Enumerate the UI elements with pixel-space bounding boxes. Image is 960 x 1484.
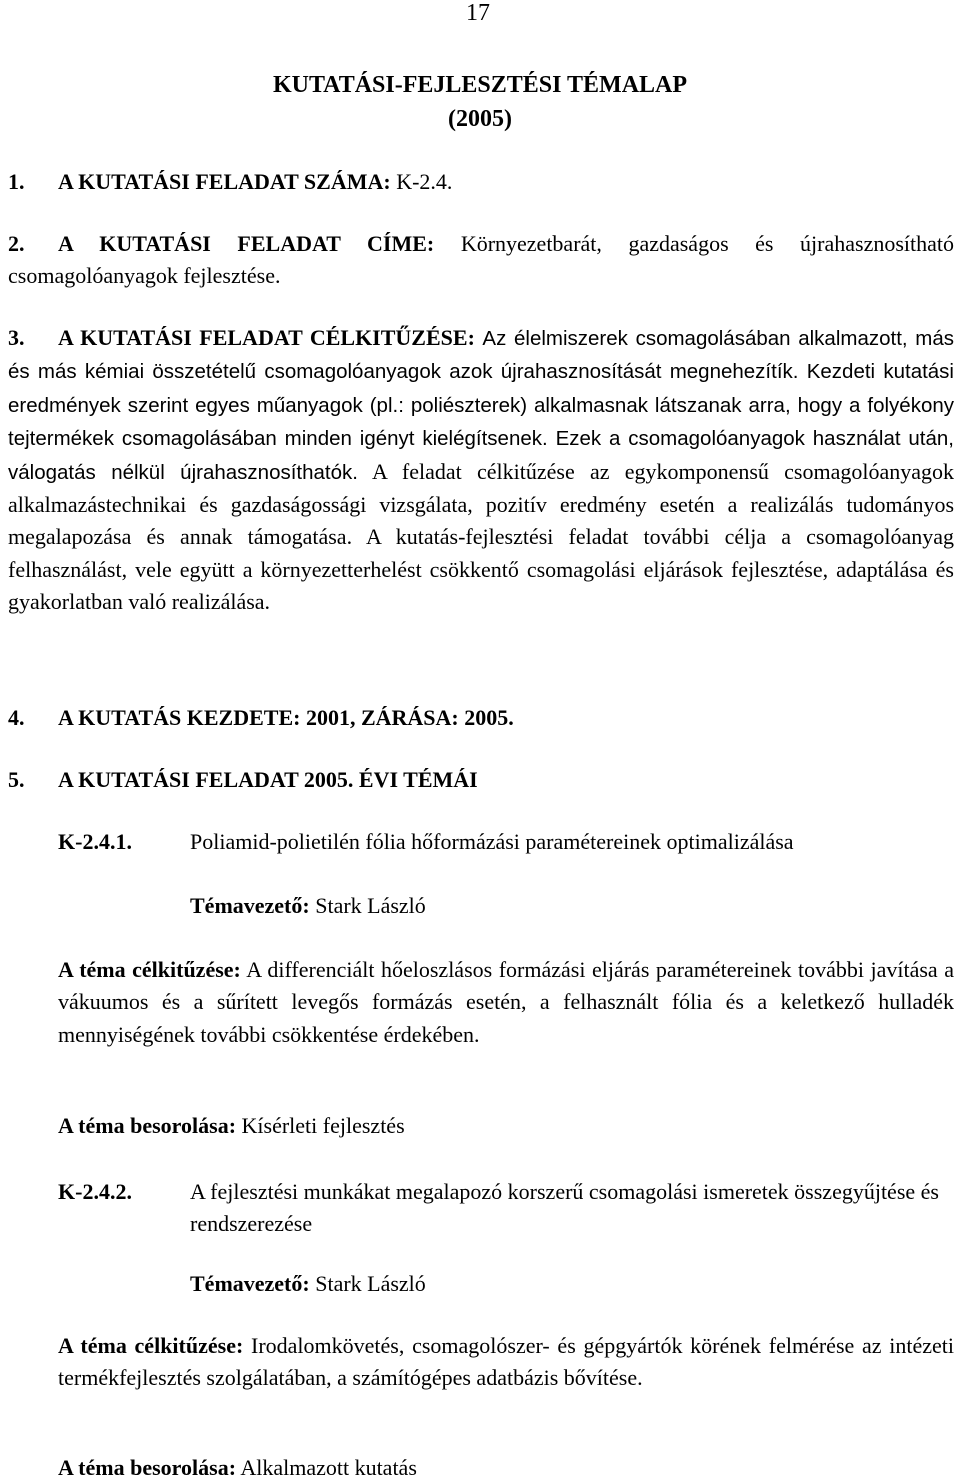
class-value: Alkalmazott kutatás	[240, 1455, 417, 1480]
goal-label: A téma célkitűzése:	[58, 1333, 244, 1358]
topic-leader	[190, 1268, 426, 1300]
section-number: 1.	[8, 169, 25, 194]
class-label: A téma besorolása:	[58, 1455, 237, 1480]
section-1	[8, 166, 954, 198]
topic-goal	[58, 954, 954, 1051]
section-text-serif: A feladat célkitűzése az egykomponensű csomagolóanyagok alkalmazástechnikai és gazdaságossági vizsgálata, pozitív eredmény esetén a realizálás tudományos megalapozása és annak támogatása. A kutatás-fejlesztési feladat további célja a csomagolóanyag felhasználást, vele együtt a környezetterhelést csökkentő csomagolási eljárások fejlesztése, adaptálása és gyakorlatban való realizálása.	[8, 458, 954, 615]
document-year: (2005)	[448, 106, 512, 132]
section-value: K-2.4.	[396, 169, 453, 194]
document-title: KUTATÁSI-FEJLESZTÉSI TÉMALAP	[272, 72, 688, 98]
goal-text: A differenciált hőeloszlásos formázási eljárás paramétereinek további javítása a vákuumos és a sűrített levegős formázás esetén, a felhasznált fólia és a keletkező hulladék mennyiségének további csökkentése érdekében.	[58, 957, 954, 1047]
topic-classification	[58, 1110, 954, 1142]
class-label: A téma besorolása:	[58, 1113, 237, 1138]
topic-title: Poliamid-polietilén fólia hőformázási paramétereinek optimalizálása	[190, 829, 794, 854]
class-value: Kísérleti fejlesztés	[241, 1113, 405, 1138]
goal-label: A téma célkitűzése:	[58, 957, 241, 982]
topic-title: A fejlesztési munkákat megalapozó korszerű csomagolási ismeretek összegyűjtése és rendszerezése	[190, 1179, 939, 1236]
leader-label: Témavezető:	[190, 893, 310, 918]
section-value: Környezetbarát, gazdaságos és újrahasznosítható csomagolóanyagok fejlesztése.	[8, 231, 954, 289]
topic-header	[58, 1176, 954, 1246]
section-number: 4.	[8, 705, 25, 730]
topic-code: K-2.4.2.	[58, 1179, 132, 1204]
section-label: A KUTATÁS KEZDETE: 2001, ZÁRÁSA: 2005.	[58, 705, 514, 730]
section-5	[8, 764, 954, 796]
section-label: A KUTATÁSI FELADAT 2005. ÉVI TÉMÁI	[58, 767, 478, 792]
section-label: A KUTATÁSI FELADAT SZÁMA:	[58, 169, 391, 194]
goal-text: Irodalomkövetés, csomagolószer- és gépgyártók körének felmérése az intézeti termékfejlesztés szolgálatában, a számítógépes adatbázis bővítése.	[58, 1333, 954, 1391]
leader-label: Témavezető:	[190, 1271, 310, 1296]
section-number: 5.	[8, 767, 25, 792]
topic-goal	[58, 1330, 954, 1395]
section-4	[8, 702, 954, 734]
topic-leader	[190, 890, 426, 922]
section-number: 2.	[8, 231, 25, 256]
topic-code: K-2.4.1.	[58, 829, 132, 854]
section-text-sans: Az élelmiszerek csomagolásában alkalmazott, más és más kémiai összetételű csomagolóanyagok azok újrahasznosítását megnehezítík. Kezdeti kutatási eredmények szerint egyes műanyagok (pl.: poliészterek) alkalmasnak látszanak arra, hogy a folyékony tejtermékek csomagolásában minden igényt kielégítsenek. Ezek a csomagolóanyagok használat után, válogatás nélkül újrahasznosíthatók.	[8, 327, 955, 484]
leader-name: Stark László	[315, 1271, 426, 1296]
section-number: 3.	[8, 325, 25, 350]
section-2	[8, 228, 954, 293]
section-label: A KUTATÁSI FELADAT CÉLKITŰZÉSE:	[58, 325, 475, 350]
topic-header	[58, 826, 954, 862]
section-label: A KUTATÁSI FELADAT CÍME:	[58, 231, 435, 256]
page-number: 17	[466, 0, 490, 26]
leader-name: Stark László	[315, 893, 426, 918]
topic-classification	[58, 1452, 954, 1484]
section-3	[8, 322, 954, 619]
